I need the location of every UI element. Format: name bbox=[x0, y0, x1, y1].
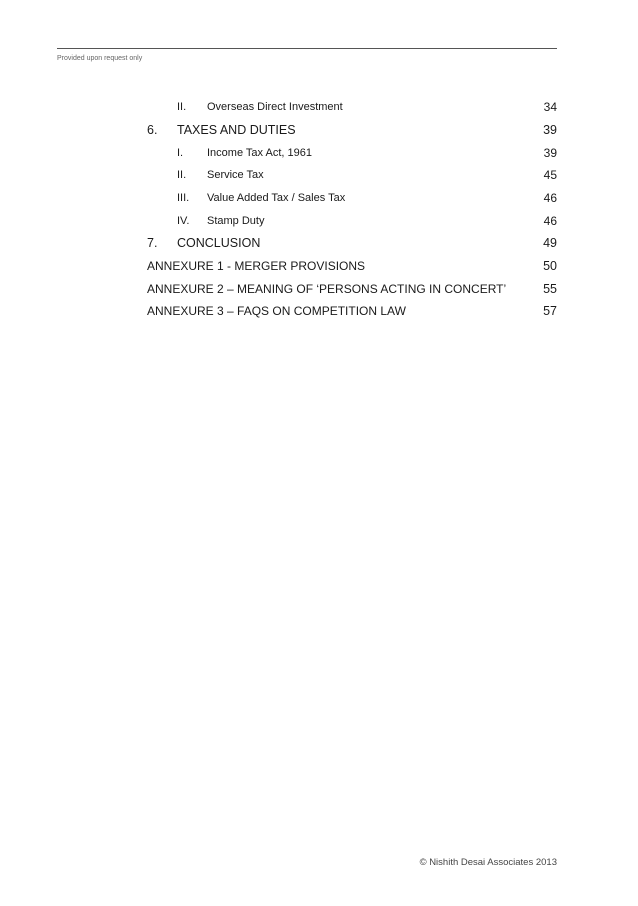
toc-entry-title: Stamp Duty bbox=[207, 215, 265, 227]
toc-entry-page: 39 bbox=[543, 146, 557, 160]
toc-entry-title: ANNEXURE 2 – MEANING OF ‘PERSONS ACTING IN CONCERT’ bbox=[147, 282, 507, 296]
toc-entry-number: 6. bbox=[147, 123, 158, 137]
toc-entry-title: Service Tax bbox=[207, 169, 264, 181]
toc-entry-overseas-direct-investment[interactable] bbox=[0, 98, 638, 116]
toc-entry-page: 46 bbox=[543, 214, 557, 228]
header-rule bbox=[57, 48, 557, 49]
toc-entry-number: II. bbox=[177, 101, 187, 113]
toc-entry-annexure-1[interactable] bbox=[0, 257, 638, 275]
toc-entry-taxes-and-duties[interactable] bbox=[0, 121, 638, 139]
toc-entry-service-tax[interactable] bbox=[0, 166, 638, 184]
toc-entry-annexure-2[interactable] bbox=[0, 280, 638, 298]
toc-entry-stamp-duty[interactable] bbox=[0, 212, 638, 230]
toc-entry-number: I. bbox=[177, 147, 184, 159]
toc-entry-page: 55 bbox=[543, 282, 557, 296]
toc-entry-page: 49 bbox=[543, 236, 557, 250]
toc-entry-number: III. bbox=[177, 192, 190, 204]
toc-entry-title: CONCLUSION bbox=[177, 236, 261, 250]
toc-entry-number: II. bbox=[177, 169, 187, 181]
toc-entry-annexure-3[interactable] bbox=[0, 302, 638, 320]
toc-entry-page: 39 bbox=[543, 123, 557, 137]
toc-entry-page: 46 bbox=[543, 191, 557, 205]
toc-entry-page: 34 bbox=[543, 100, 557, 114]
toc-entry-title: Overseas Direct Investment bbox=[207, 101, 343, 113]
toc-entry-title: ANNEXURE 3 – FAQS ON COMPETITION LAW bbox=[147, 304, 406, 318]
toc-entry-page: 50 bbox=[543, 259, 557, 273]
toc-entry-income-tax-act[interactable] bbox=[0, 144, 638, 162]
toc-entry-title: Income Tax Act, 1961 bbox=[207, 147, 312, 159]
toc-entry-number: IV. bbox=[177, 215, 190, 227]
toc-entry-number: 7. bbox=[147, 236, 158, 250]
toc-entry-title: Value Added Tax / Sales Tax bbox=[207, 192, 346, 204]
toc-entry-page: 45 bbox=[543, 168, 557, 182]
toc-entry-page: 57 bbox=[543, 304, 557, 318]
header-note: Provided upon request only bbox=[57, 55, 143, 62]
toc-entry-title: TAXES AND DUTIES bbox=[177, 123, 296, 137]
toc-entry-conclusion[interactable] bbox=[0, 234, 638, 252]
toc-entry-value-added-tax[interactable] bbox=[0, 189, 638, 207]
toc-entry-title: ANNEXURE 1 - MERGER PROVISIONS bbox=[147, 259, 366, 273]
footer-copyright: © Nishith Desai Associates 2013 bbox=[419, 857, 557, 868]
